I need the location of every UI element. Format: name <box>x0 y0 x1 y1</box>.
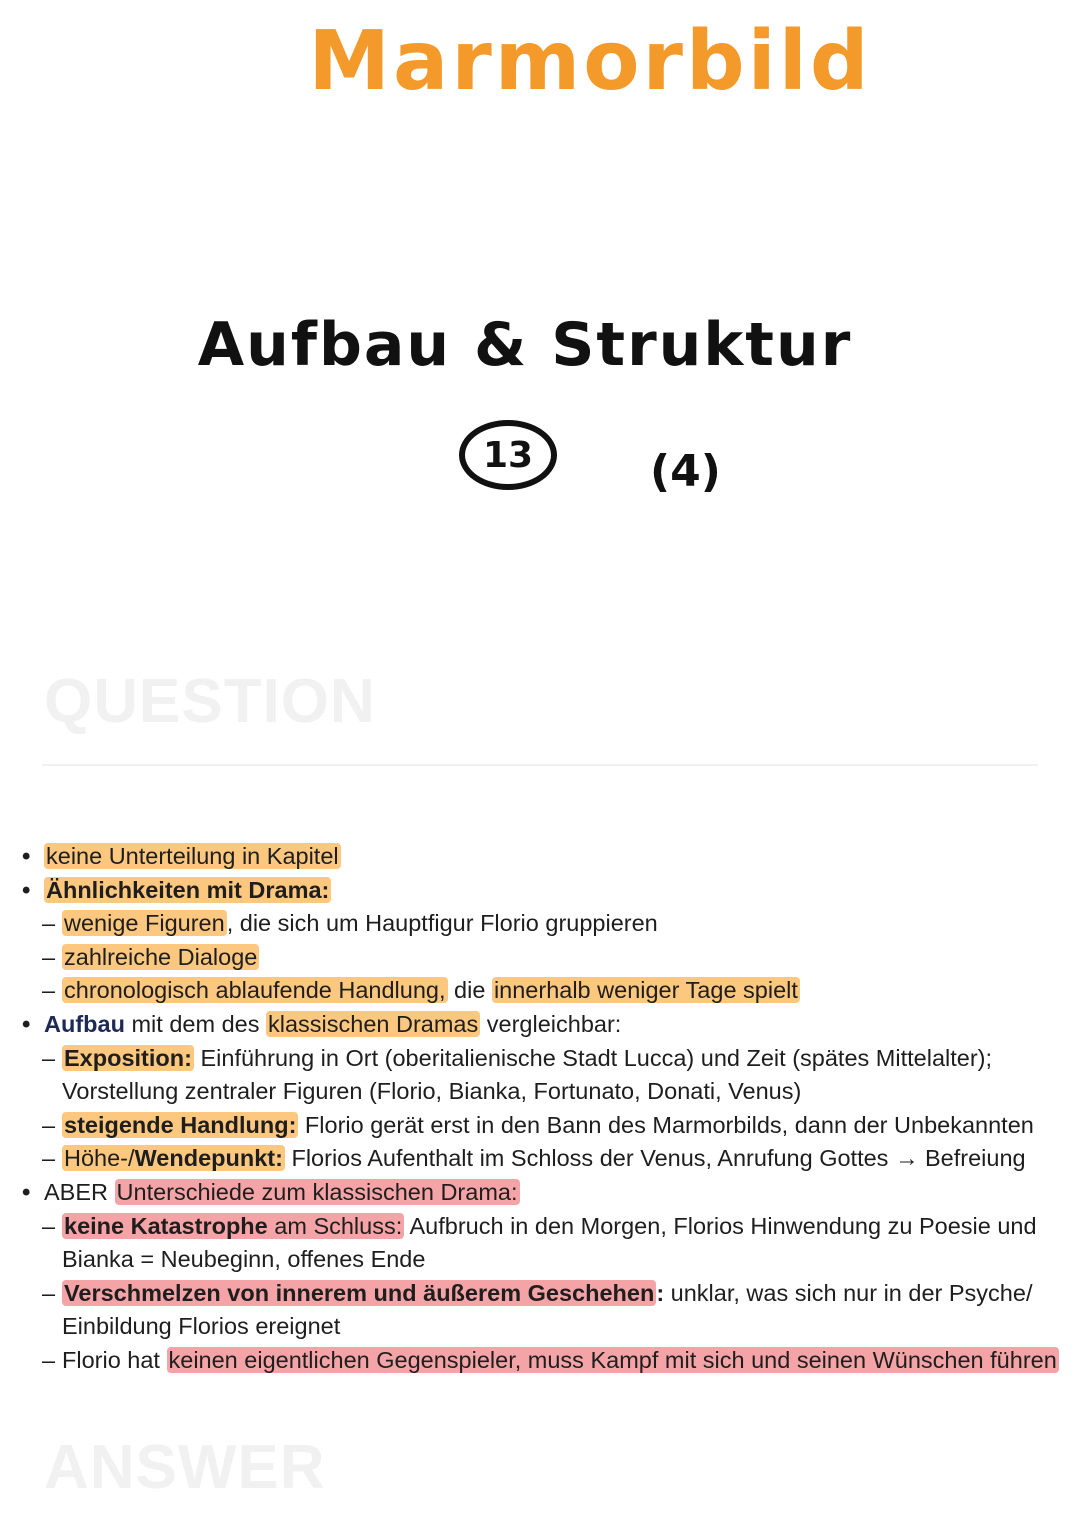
list-item: – keine Katastrophe am Schluss: Aufbruch in den Morgen, Florios Hinwendung zu Poesie und <box>22 1210 1062 1244</box>
dash-icon: – <box>42 1145 56 1172</box>
dash-icon: – <box>42 1346 56 1373</box>
list-item: – Höhe-/Wendepunkt: Florios Aufenthalt im Schloss der Venus, Anrufung Gottes → Befreiung <box>22 1142 1062 1176</box>
answer-label: ANSWER <box>44 1433 326 1502</box>
dash-icon: – <box>42 1044 56 1071</box>
divider <box>42 764 1038 766</box>
dash-icon: – <box>42 1212 56 1239</box>
list-item: – Verschmelzen von innerem und äußerem Geschehen: unklar, was sich nur in der Psyche/ <box>22 1277 1062 1311</box>
list-item: – zahlreiche Dialoge <box>22 941 1062 975</box>
dash-icon: – <box>42 1111 56 1138</box>
list-item-continuation: Einbildung Florios ereignet <box>62 1313 341 1340</box>
dash-icon: – <box>42 977 56 1004</box>
dash-icon: – <box>42 910 56 937</box>
page-note: (4) <box>650 446 721 497</box>
answer-notes <box>22 840 1062 1378</box>
list-item: – Exposition: Einführung in Ort (oberitalienische Stadt Lucca) und Zeit (spätes Mittelalter); <box>22 1042 1062 1076</box>
bullet-icon: • <box>22 1178 31 1206</box>
list-item: – Florio hat keinen eigentlichen Gegenspieler, muss Kampf mit sich und seinen Wünschen führen <box>22 1344 1062 1378</box>
badge-number: 13 <box>482 434 534 476</box>
list-item: • keine Unterteilung in Kapitel <box>22 840 1062 874</box>
page-title: Marmorbild <box>308 14 872 109</box>
number-badge <box>459 420 557 490</box>
list-item: – wenige Figuren, die sich um Hauptfigur Florio gruppieren <box>22 907 1062 941</box>
list-item: – steigende Handlung: Florio gerät erst in den Bann des Marmorbilds, dann der Unbekannten <box>22 1109 1062 1143</box>
list-item: – chronologisch ablaufende Handlung, die innerhalb weniger Tage spielt <box>22 974 1062 1008</box>
topic-heading: Aufbau & Struktur <box>197 310 853 380</box>
bullet-icon: • <box>22 876 31 904</box>
list-item: • ABER Unterschiede zum klassischen Drama: <box>22 1176 1062 1210</box>
dash-icon: – <box>42 943 56 970</box>
list-item-continuation: Vorstellung zentraler Figuren (Florio, Bianka, Fortunato, Donati, Venus) <box>62 1078 802 1105</box>
list-item: • Ähnlichkeiten mit Drama: <box>22 874 1062 908</box>
question-label: QUESTION <box>44 667 376 736</box>
bullet-icon: • <box>22 843 31 870</box>
list-item-continuation: Bianka = Neubeginn, offenes Ende <box>62 1246 426 1273</box>
bullet-icon: • <box>22 1010 31 1038</box>
dash-icon: – <box>42 1279 56 1306</box>
list-item: • Aufbau mit dem des klassischen Dramas vergleichbar: <box>22 1008 1062 1042</box>
